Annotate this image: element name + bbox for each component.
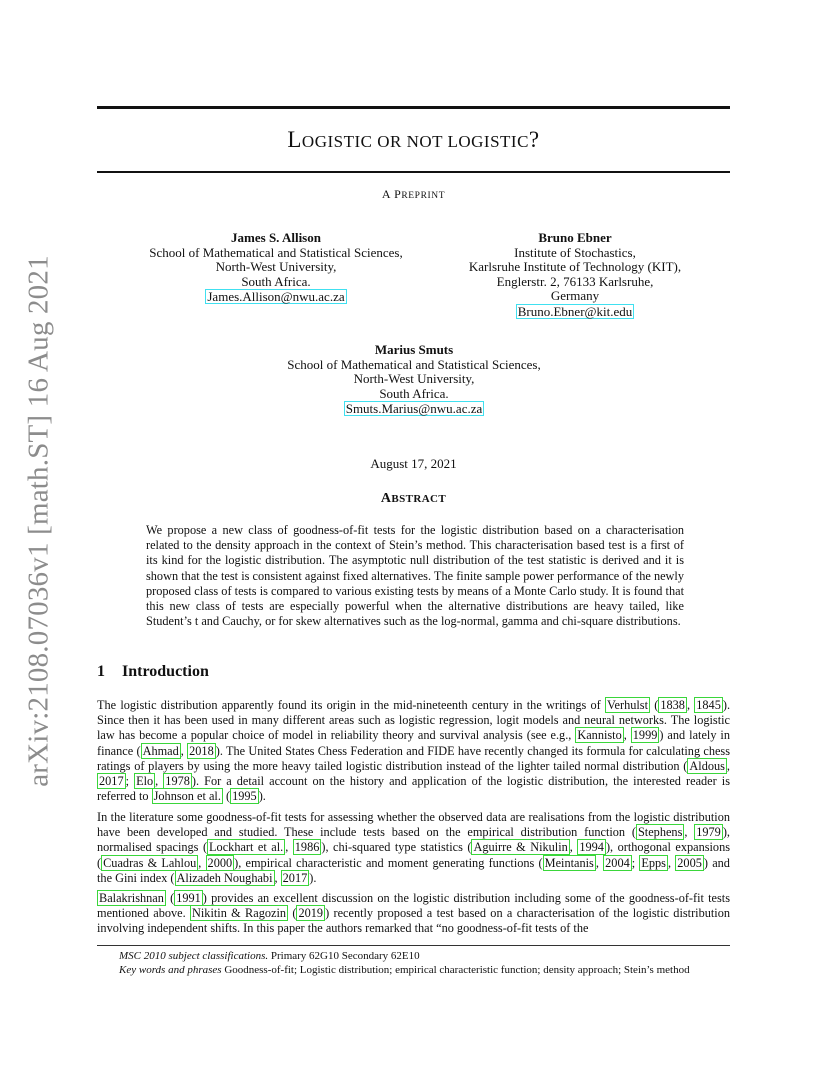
citation-link[interactable]: 2017	[99, 774, 124, 789]
affiliation-line: South Africa.	[241, 273, 311, 289]
abstract-heading: ABSTRACT	[380, 491, 447, 506]
citation-link[interactable]: Verhulst	[607, 698, 649, 712]
citation-link[interactable]: Alizadeh Noughabi	[176, 870, 273, 885]
citation-link[interactable]: 1979	[696, 825, 721, 840]
citation-link[interactable]: 2018	[189, 743, 214, 758]
citation-link[interactable]: 1838	[660, 698, 685, 712]
citation-link[interactable]: Aguirre & Nikulin	[473, 840, 568, 855]
keywords-footnote: Key words and phrases Goodness-of-fit; Logistic distribution; empirical characteristic function; density approach; Stein’s method	[119, 963, 690, 976]
footnote-rule	[97, 945, 730, 946]
author-block-ebner	[440, 231, 710, 320]
affiliation-line: Institute of Stochastics,	[514, 244, 636, 260]
citation-link[interactable]: Cuadras & Lahlou	[103, 855, 197, 870]
section-heading: 1 Introduction	[97, 663, 209, 680]
affiliation-line: Germany	[550, 288, 600, 304]
author-name: Bruno Ebner	[538, 230, 612, 245]
author-block-smuts	[264, 343, 564, 417]
author-block-allison	[136, 231, 416, 305]
citation-link[interactable]: 1995	[232, 789, 257, 804]
paper-title: LOGISTIC OR NOT LOGISTIC?	[287, 127, 540, 152]
citation-link[interactable]: Aldous	[689, 758, 725, 773]
citation-link[interactable]: 1845	[696, 698, 721, 712]
affiliation-line: North-West University,	[353, 371, 475, 387]
msc-footnote: MSC 2010 subject classifications. Primary 62G10 Secondary 62E10	[119, 950, 420, 962]
intro-paragraph-3: Balakrishnan ( 1991 ) provides an excellent discussion on the logistic distribution including some of the goodness-of-fit tests mentioned above. Nikitin & Ragozin ( 2019 ) recently proposed a test based on a characterisation of the logistic distribution involving independent shifts. In this paper the authors remarked that “no goodness-of-fit tests of the	[97, 891, 731, 936]
citation-link[interactable]: 1986	[294, 840, 320, 855]
author-email-link[interactable]: Bruno.Ebner@kit.edu	[517, 303, 633, 319]
title-top-rule	[97, 106, 730, 109]
affiliation-line: Karlsruhe Institute of Technology (KIT),	[468, 259, 682, 275]
citation-link[interactable]: 2000	[207, 855, 233, 870]
citation-link[interactable]: Kannisto	[577, 728, 622, 743]
citation-link[interactable]: Balakrishnan	[99, 891, 164, 905]
citation-link[interactable]: Epps	[641, 855, 666, 870]
citation-link[interactable]: 1991	[176, 891, 201, 905]
citation-link[interactable]: Stephens	[637, 825, 683, 840]
preprint-label: A PREPRINT	[381, 187, 446, 201]
author-email-link[interactable]: Smuts.Marius@nwu.ac.za	[345, 401, 483, 417]
citation-link[interactable]: 1999	[632, 728, 658, 743]
citation-link[interactable]: 2019	[298, 906, 324, 921]
citation-link[interactable]: 2004	[605, 855, 630, 870]
intro-paragraph-2: In the literature some goodness-of-fit tests for assessing whether the observed data are realisations from the logistic distribution have been developed and studied. These include tests based on the empirical distribution function ( Stephens , 1979 ), normalised spacings ( Lockhart et al. , 1986 ), chi-squared type statistics ( Aguirre & Nikulin , 1994 ), orthogonal expansions ( Cuadras & Lahlou , 2000 ), empirical characteristic and moment generating functions ( Meintanis , 2004 ; Epps , 2005 ) and the Gini index ( Alizadeh Noughabi , 2017 ).	[97, 810, 731, 885]
citation-link[interactable]: 1978	[165, 774, 190, 789]
affiliation-line: South Africa.	[379, 385, 449, 401]
citation-link[interactable]: 2017	[282, 870, 308, 885]
paper-date: August 17, 2021	[370, 456, 457, 471]
citation-link[interactable]: Nikitin & Ragozin	[192, 906, 287, 921]
intro-paragraph-1: The logistic distribution apparently found its origin in the mid-nineteenth century in the writings of Verhulst ( 1838 , 1845 ). Since then it has been used in many different areas such as logistic regression, logit models and neural networks. The logistic law has become a popular choice of model in reliability theory and survival analysis (see e.g., Kannisto , 1999 ) and lately in finance ( Ahmad , 2018 ). The United States Chess Federation and FIDE have recently changed its formula for calculating chess ratings of players by using the more heavy tailed logistic distribution instead of the lighter tailed normal distribution ( Aldous , 2017 ; Elo , 1978 ). For a detail account on the history and application of the logistic distribution, the interested reader is referred to Johnson et al. ( 1995 ).	[97, 698, 731, 804]
citation-link[interactable]: Meintanis	[544, 855, 594, 870]
citation-link[interactable]: Johnson et al.	[153, 789, 221, 804]
arxiv-identifier: arXiv:2108.07036v1 [math.ST] 16 Aug 2021	[22, 254, 55, 787]
citation-link[interactable]: 2005	[677, 855, 702, 870]
affiliation-line: School of Mathematical and Statistical Sciences,	[149, 244, 403, 260]
author-name: James S. Allison	[231, 230, 321, 245]
author-email-link[interactable]: James.Allison@nwu.ac.za	[207, 289, 345, 305]
affiliation-line: School of Mathematical and Statistical Sciences,	[287, 356, 541, 372]
citation-link[interactable]: Lockhart et al.	[209, 840, 284, 855]
footnotes	[119, 950, 739, 978]
title-bottom-rule	[97, 171, 730, 173]
abstract-text: We propose a new class of goodness-of-fit tests for the logistic distribution based on a characterisation related to the density approach in the context of Stein’s method. This characterisation based test is a first of its kind for the logistic distribution. The asymptotic null distribution of the test statistic is derived and it is shown that the test is consistent against fixed alternatives. The finite sample power performance of the newly proposed class of tests is compared to various existing tests by means of a Monte Carlo study. It is found that this new class of tests are especially powerful when the alternative distributions are heavy tailed, like Student’s t and Cauchy, or for skew alternatives such as the log-normal, gamma and chi-square distributions.	[146, 523, 684, 629]
citation-link[interactable]: Elo	[136, 774, 154, 789]
author-name: Marius Smuts	[374, 342, 454, 357]
citation-link[interactable]: Ahmad	[142, 743, 179, 758]
affiliation-line: North-West University,	[215, 259, 337, 275]
citation-link[interactable]: 1994	[579, 840, 604, 855]
affiliation-line: Englerstr. 2, 76133 Karlsruhe,	[496, 273, 654, 289]
